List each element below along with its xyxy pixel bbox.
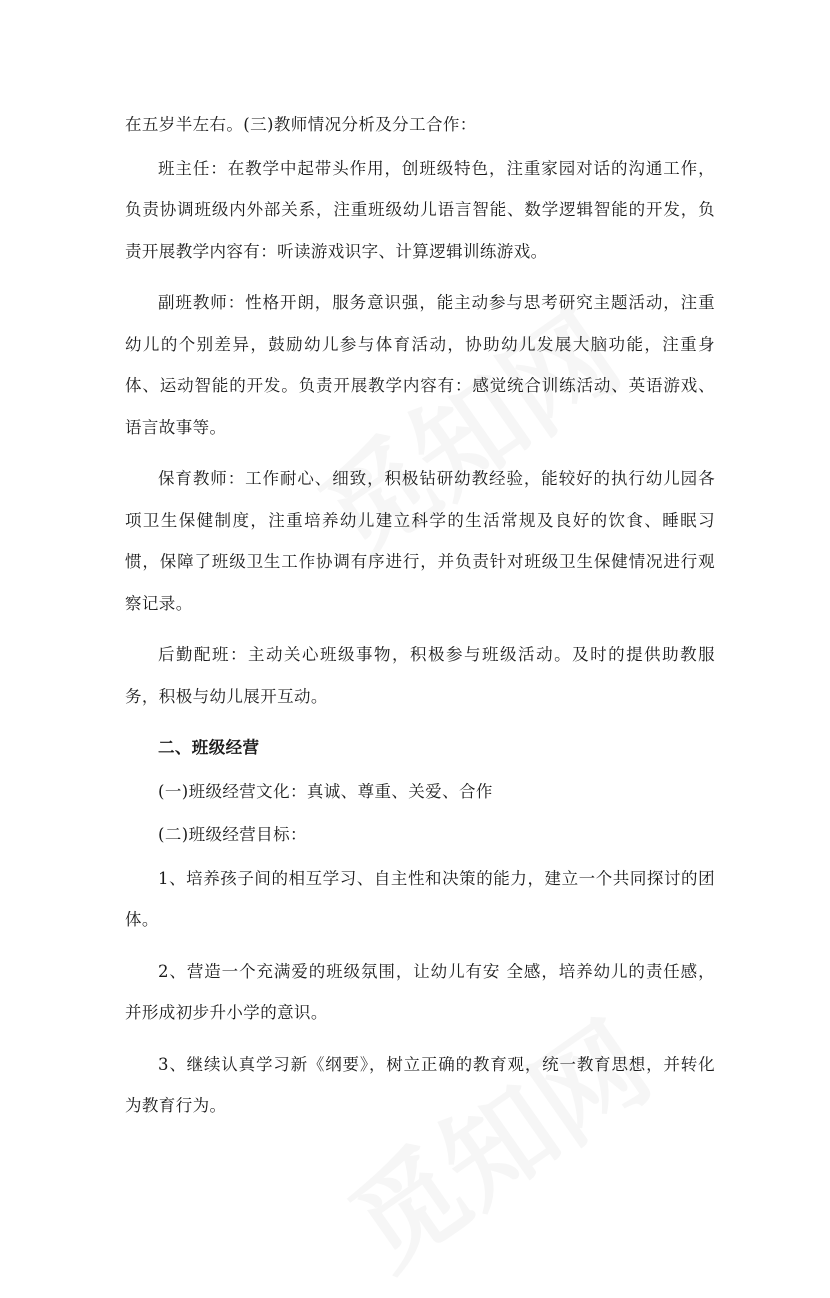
paragraph-care-teacher: 保育教师：工作耐心、细致，积极钻研幼教经验，能较好的执行幼儿园各项卫生保健制度，注重培养幼儿建立科学的生活常规及良好的饮食、睡眠习惯，保障了班级卫生工作协调有序进行，并负责针对班级卫生保健情况进行观察记录。: [125, 469, 715, 613]
paragraph-goals-title: (二)班级经营目标：: [158, 825, 307, 844]
paragraph-culture: (一)班级经营文化：真诚、尊重、关爱、合作: [158, 781, 493, 801]
list-item-goal-1: 1、培养孩子间的相互学习、自主性和决策的能力，建立一个共同探讨的团体。: [125, 868, 715, 929]
paragraph-logistics: 后勤配班：主动关心班级事物，积极参与班级活动。及时的提供助教服务，积极与幼儿展开互动。: [125, 645, 715, 706]
document-body: [125, 104, 715, 1137]
paragraph-intro: 在五岁半左右。(三)教师情况分析及分工合作：: [125, 115, 477, 134]
list-item-goal-2: 2、营造一个充满爱的班级氛围，让幼儿有安 全感，培养幼儿的责任感，并形成初步升小学的意识。: [125, 961, 715, 1022]
section-heading: 二、班级经营: [158, 738, 260, 757]
paragraph-assistant-teacher: 副班教师：性格开朗，服务意识强，能主动参与思考研究主题活动，注重幼儿的个别差异，鼓励幼儿参与体育活动，协助幼儿发展大脑功能，注重身体、运动智能的开发。负责开展教学内容有：感觉统合训练活动、英语游戏、语言故事等。: [125, 293, 715, 437]
list-item-goal-3: 3、继续认真学习新《纲要》，树立正确的教育观，统一教育思想，并转化为教育行为。: [125, 1054, 715, 1115]
paragraph-head-teacher: 班主任：在教学中起带头作用，创班级特色，注重家园对话的沟通工作，负责协调班级内外部关系，注重班级幼儿语言智能、数学逻辑智能的开发，负责开展教学内容有：听读游戏识字、计算逻辑训练游戏。: [125, 158, 715, 261]
